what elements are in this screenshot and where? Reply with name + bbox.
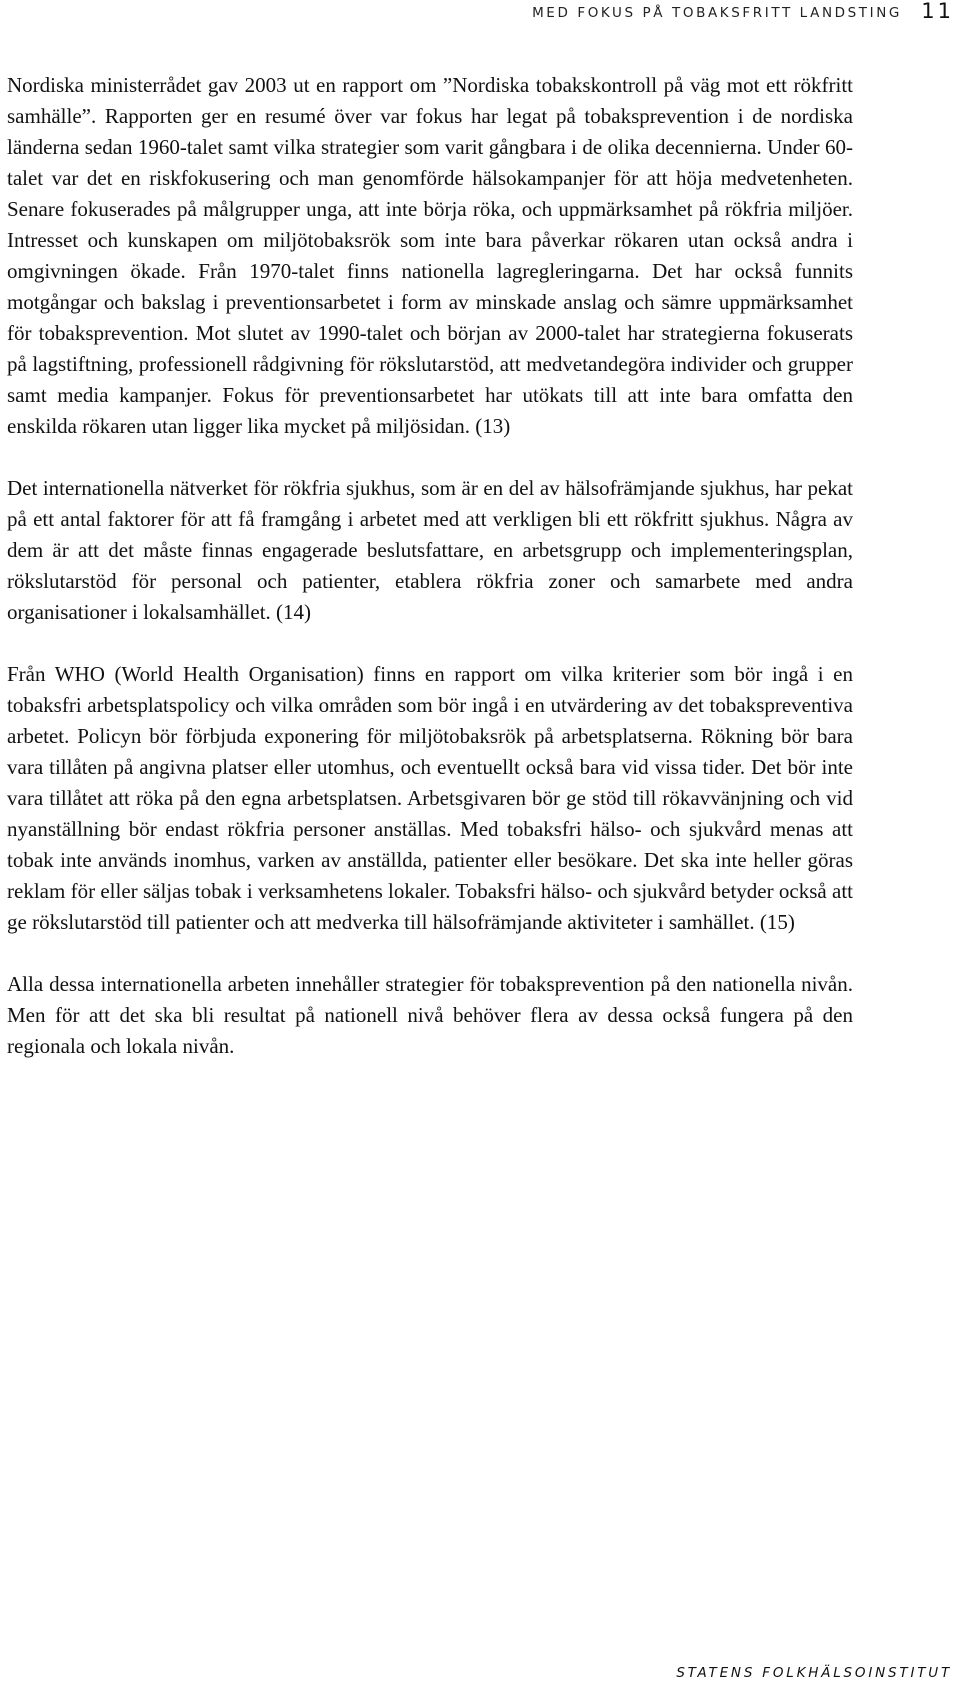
page-footer — [0, 1657, 960, 1697]
publisher-name: STATENS FOLKHÄLSOINSTITUT — [676, 1665, 952, 1681]
paragraph-nordic-report: Nordiska ministerrådet gav 2003 ut en rapport om ”Nordiska tobakskontroll på väg mot ett rökfritt samhälle”. Rapporten ger en resumé över var fokus har legat på tobaksprevention i de nordiska länderna sedan 1960-talet samt vilka strategier som varit gångbara i de olika decennierna. Under 60-talet var det en riskfokusering och man genomförde hälsokampanjer för att höja medvetenheten. Senare fokuserades på målgrupper unga, att inte börja röka, och uppmärksamhet på rökfria miljöer. Intresset och kunskapen om miljötobaksrök som inte bara påverkar rökaren utan också andra i omgivningen ökade. Från 1970-talet finns nationella lagregleringarna. Det har också funnits motgångar och bakslag i preventionsarbetet i form av minskade anslag och sämre uppmärksamhet för tobaksprevention. Mot slutet av 1990-talet och början av 2000-talet har strategierna fokuserats på lagstiftning, professionell rådgivning för rökslutarstöd, att medvetandegöra individer och grupper samt media kampanjer. Fokus för preventionsarbetet har utökats till att inte bara omfatta den enskilda rökaren utan ligger lika mycket på miljösidan. (13) — [7, 73, 853, 438]
paragraph-smokefree-hospitals: Det internationella nätverket för rökfria sjukhus, som är en del av hälsofrämjande sjukhus, har pekat på ett antal faktorer för att få framgång i arbetet med att verkligen bli ett rökfritt sjukhus. Några av dem är att det måste finnas engagerade beslutsfattare, en arbetsgrupp och implementeringsplan, rökslutarstöd för personal och patienter, etablera rökfria zoner och samarbete med andra organisationer i lokalsamhället. (14) — [7, 476, 853, 624]
paragraph-national-regional: Alla dessa internationella arbeten innehåller strategier för tobaksprevention på den nationella nivån. Men för att det ska bli resultat på nationell nivå behöver flera av dessa också fungera på den regionala och lokala nivån. — [7, 972, 853, 1058]
running-title: MED FOKUS PÅ TOBAKSFRITT LANDSTING — [532, 5, 902, 21]
body-text — [7, 70, 853, 1093]
paragraph-who-policy: Från WHO (World Health Organisation) finns en rapport om vilka kriterier som bör ingå i en tobaksfri arbetsplatspolicy och vilka områden som bör ingå i en utvärdering av det tobakspreventiva arbetet. Policyn bör förbjuda exponering för miljötobaksrök på arbetsplatserna. Rökning bör bara vara tillåten på angivna platser eller utomhus, och eventuellt också bara vid vissa tider. Det bör inte vara tillåtet att röka på den egna arbetsplatsen. Arbetsgivaren bör ge stöd till rökavvänjning och vid nyanställning bör endast rökfria personer anställas. Med tobaksfri hälso- och sjukvård menas att tobak inte används inomhus, varken av anställda, patienter eller besökare. Det ska inte heller göras reklam för eller säljas tobak i verksamhetens lokaler. Tobaksfri hälso- och sjukvård betyder också att ge rökslutarstöd till patienter och att medverka till hälsofrämjande aktiviteter i samhället. (15) — [7, 662, 853, 934]
running-header — [0, 0, 960, 40]
page-number: 11 — [921, 0, 954, 23]
